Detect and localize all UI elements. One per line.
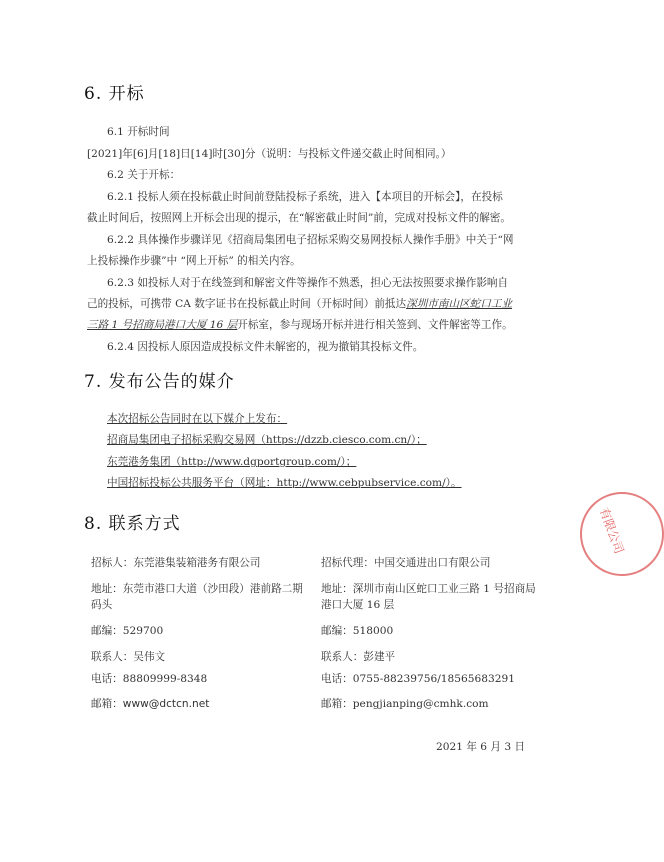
media-link-dgport[interactable]: 东莞港务集团（http://www.dgportgroup.com/）； [107, 456, 357, 468]
paragraph-6-2-4: 6.2.4 因投标人原因造成投标文件未解密的，视为撤销其投标文件。 [107, 341, 424, 353]
agent-address-line1: 地址：深圳市南山区蛇口工业三路 1 号招商局 [321, 583, 536, 595]
tenderer-postcode: 邮编：529700 [91, 625, 164, 637]
tenderer-email: www@dctcn.net [122, 698, 210, 710]
tenderer-email-label: 邮箱： [91, 698, 123, 710]
paragraph-6-2-2-line2: 上投标操作步骤”中 “网上开标” 的相关内容。 [87, 255, 301, 267]
company-seal-stamp [580, 492, 664, 576]
media-link-ciesco[interactable]: 招商局集团电子招标采购交易网（https://dzzb.ciesco.com.cn/）； [107, 434, 427, 446]
media-link-cebpub[interactable]: 中国招标投标公共服务平台（网址：http://www.cebpubservice.com/）。 [107, 477, 462, 489]
venue-address-part1: 深圳市南山区蛇口工业 [406, 298, 513, 310]
paragraph-6-2-2-line1: 6.2.2 具体操作步骤详见《招商局集团电子招标采购交易网投标人操作手册》中关于“网 [107, 234, 514, 246]
tenderer-contact: 联系人：吴伟文 [91, 651, 166, 663]
opening-time-value: [2021]年[6]月[18]日[14]时[30]分（说明：与投标文件递交截止时间相同。） [87, 148, 452, 160]
agent-phone: 电话：0755-88239756/18565683291 [321, 673, 515, 685]
opening-time-heading: 6.1 开标时间 [107, 126, 170, 138]
paragraph-6-2-1-line1: 6.2.1 投标人须在投标截止时间前登陆投标子系统，进入【本项目的开标会】，在投标 [107, 191, 503, 203]
venue-address-part2: 三路 1 号招商局港口大厦 16 层 [87, 319, 238, 331]
paragraph-6-2-3-line2 [87, 297, 512, 311]
agent-name: 招标代理：中国交通进出口有限公司 [321, 557, 491, 569]
about-opening-heading: 6.2 关于开标： [107, 169, 181, 181]
paragraph-6-2-3-tail: 开标室，参与现场开标并进行相关签到、文件解密等工作。 [237, 319, 513, 331]
section-6-title: 6. 开标 [84, 84, 145, 104]
section-7-title: 7. 发布公告的媒介 [84, 372, 235, 392]
agent-address-line2: 港口大厦 16 层 [321, 599, 395, 611]
section-8-title: 8. 联系方式 [84, 514, 181, 534]
agent-email: 邮箱：pengjianping@cmhk.com [321, 698, 489, 710]
tenderer-phone: 电话：88809999-8348 [91, 673, 208, 685]
tenderer-address-line2: 码头 [91, 599, 113, 611]
media-intro: 本次招标公告同时在以下媒介上发布： [107, 413, 288, 425]
tenderer-address-line1: 地址：东莞市港口大道（沙田段）港前路二期 [91, 583, 303, 595]
seal-text: 有限公司 [596, 505, 627, 556]
paragraph-6-2-1-line2: 截止时间后，按照网上开标会出现的提示，在“解密截止时间”前，完成对投标文件的解密。 [87, 212, 511, 224]
document-date: 2021 年 6 月 3 日 [436, 741, 526, 753]
paragraph-6-2-3-line3 [87, 318, 513, 332]
tenderer-name: 招标人：东莞港集装箱港务有限公司 [91, 557, 261, 569]
agent-contact: 联系人：彭建平 [321, 651, 396, 663]
tenderer-email-row [91, 697, 209, 711]
paragraph-6-2-3-text: 己的投标，可携带 CA 数字证书在投标截止时间（开标时间）前抵达 [87, 298, 407, 310]
paragraph-6-2-3-line1: 6.2.3 如投标人对于在线签到和解密文件等操作不熟悉，担心无法按照要求操作影响自 [107, 277, 509, 289]
agent-postcode: 邮编：518000 [321, 625, 394, 637]
